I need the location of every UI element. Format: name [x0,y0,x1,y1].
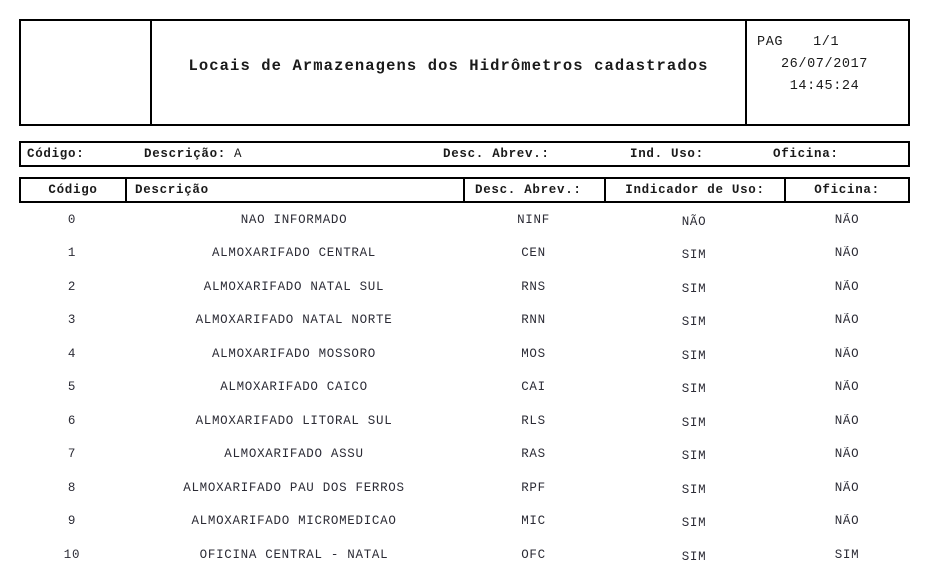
report-meta [745,21,908,124]
cell-abrev: NINF [517,212,550,227]
cell-desc: ALMOXARIFADO NATAL SUL [203,279,385,294]
cell-desc: ALMOXARIFADO CAICO [220,380,368,395]
filter-desc-abrev [443,147,550,161]
cell-ind: SIM [681,315,707,330]
column-header-oficina: Oficina: [814,183,880,197]
cell-desc: ALMOXARIFADO PAU DOS FERROS [183,480,405,495]
cell-oficina: NÃO [834,246,860,261]
cell-codigo: 8 [67,480,77,495]
table-row [19,337,910,371]
cell-codigo: 10 [63,547,81,562]
cell-ind: SIM [681,549,707,562]
cell-abrev: RPF [521,480,546,495]
column-header-descricao: Descrição [127,179,465,201]
cell-oficina: SIM [834,547,860,562]
cell-oficina: NÃO [834,447,860,462]
cell-ind: SIM [681,482,707,497]
filter-codigo-label: Código: [27,147,85,161]
cell-codigo: 4 [67,346,77,361]
page-value: 1/1 [813,35,840,50]
cell-ind: SIM [681,449,707,464]
column-header-codigo: Código [21,179,127,201]
table-row [19,203,910,237]
cell-codigo: 7 [67,447,77,462]
cell-desc: ALMOXARIFADO NATAL NORTE [195,313,393,328]
table-body [19,203,910,562]
cell-abrev: OFC [521,547,546,562]
cell-desc: ALMOXARIFADO LITORAL SUL [195,413,393,428]
cell-desc: ALMOXARIFADO MICROMEDICAO [191,514,397,529]
table-row [19,237,910,271]
report-date: 26/07/2017 [780,56,868,72]
table-row [19,471,910,505]
logo-cell [21,21,152,124]
cell-codigo: 6 [67,413,77,428]
page-number-line [757,32,894,54]
page-title: Locais de Armazenagens dos Hidrômetros cadastrados [188,56,709,75]
table-column-headers [19,177,910,203]
column-header-indicador-uso: Indicador de Uso: [606,179,786,201]
cell-desc: NAO INFORMADO [240,212,348,227]
cell-ind: SIM [681,248,707,263]
cell-ind: SIM [681,281,707,296]
filter-oficina [773,147,839,161]
filter-criteria-bar [19,141,910,167]
filter-descricao [144,147,242,161]
cell-abrev: CEN [521,246,546,261]
cell-oficina: NÃO [834,279,860,294]
cell-oficina: NÃO [834,413,860,428]
cell-desc: ALMOXARIFADO MOSSORO [211,346,377,361]
page-label: PAG [757,35,784,50]
report-time: 14:45:24 [789,78,860,94]
filter-codigo [27,147,84,161]
cell-desc: OFICINA CENTRAL - NATAL [199,547,389,562]
cell-ind: NÃO [681,214,707,229]
cell-codigo: 5 [67,380,77,395]
cell-desc: ALMOXARIFADO ASSU [224,447,364,462]
table-row [19,304,910,338]
filter-descricao-value: A [234,147,243,161]
cell-ind: SIM [681,415,707,430]
filter-ind-uso [630,147,704,161]
cell-abrev: RLS [521,413,546,428]
cell-oficina: NÃO [834,212,860,227]
column-header-desc-abrev: Desc. Abrev.: [465,179,606,201]
table-row [19,538,910,562]
cell-abrev: RAS [521,447,546,462]
table-row [19,270,910,304]
filter-descricao-label: Descrição: [144,147,227,161]
cell-desc: ALMOXARIFADO CENTRAL [211,246,377,261]
cell-codigo: 9 [67,514,77,529]
report-title-cell [152,21,745,124]
cell-ind: SIM [681,348,707,363]
cell-oficina: NÃO [834,346,860,361]
report-header [19,19,910,126]
cell-oficina: NÃO [834,480,860,495]
cell-abrev: MOS [521,346,546,361]
table-row [19,505,910,539]
cell-abrev: RNN [521,313,546,328]
cell-abrev: RNS [521,279,546,294]
cell-codigo: 2 [67,279,77,294]
cell-codigo: 3 [67,313,77,328]
cell-ind: SIM [681,516,707,531]
table-row [19,371,910,405]
table-row [19,404,910,438]
cell-oficina: NÃO [834,380,860,395]
cell-oficina: NÃO [834,514,860,529]
filter-ind-uso-label: Ind. Uso: [630,147,704,161]
cell-ind: SIM [681,382,707,397]
cell-codigo: 1 [67,246,77,261]
cell-codigo: 0 [67,212,77,227]
filter-desc-abrev-label: Desc. Abrev.: [443,147,550,161]
cell-abrev: MIC [521,514,546,529]
filter-oficina-label: Oficina: [773,147,839,161]
table-row [19,438,910,472]
cell-oficina: NÃO [834,313,860,328]
cell-abrev: CAI [521,380,546,395]
